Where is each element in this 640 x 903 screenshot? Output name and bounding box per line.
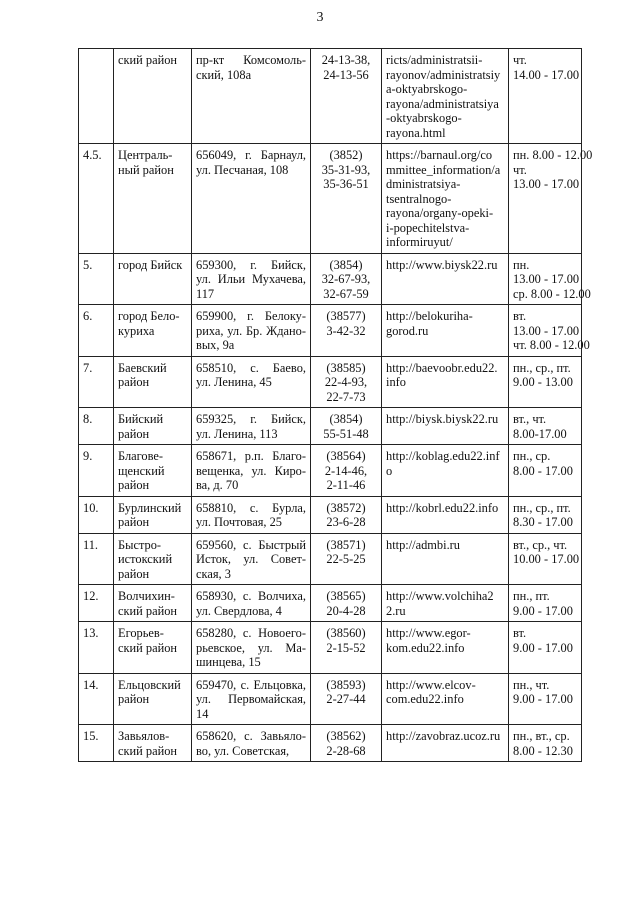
district-name-line: район bbox=[118, 375, 150, 389]
website-url[interactable] bbox=[382, 356, 509, 408]
phone-numbers bbox=[311, 356, 382, 408]
district-name-line: щенский bbox=[118, 463, 165, 478]
reception-hours-line: пн., ср., пт. bbox=[513, 500, 571, 515]
district-name-line: район bbox=[118, 692, 150, 706]
district-name-line: куриха bbox=[118, 323, 155, 338]
district-name-line: район bbox=[118, 566, 150, 581]
postal-address bbox=[192, 725, 311, 762]
phone-numbers bbox=[311, 533, 382, 585]
postal-address-line: ва, д. 70 bbox=[196, 478, 239, 492]
phone-numbers-line: (3852) bbox=[329, 148, 363, 162]
website-url-line: http://admbi.ru bbox=[386, 537, 460, 552]
reception-hours-line: пн., ср. bbox=[513, 449, 551, 463]
phone-numbers-line: 35-36-51 bbox=[323, 177, 369, 191]
postal-address-line: 656049, г. Барнаул, bbox=[196, 148, 306, 162]
postal-address-line: 658620, с. Завьяло- bbox=[196, 729, 306, 743]
reception-hours-line: чт. 8.00 - 12.00 bbox=[513, 338, 590, 352]
website-url-line: http://koblag.edu22.inf bbox=[386, 449, 500, 463]
postal-address-line: ул. Ленина, 45 bbox=[196, 375, 272, 389]
reception-hours-line: пн. bbox=[513, 257, 530, 272]
postal-address-line: риха, ул. Бр. Ждано- bbox=[196, 323, 306, 338]
reception-hours-line: пн. 8.00 - 12.00 bbox=[513, 148, 593, 162]
postal-address-line: 117 bbox=[196, 286, 215, 301]
postal-address-line: 659560, с. Быстрый bbox=[196, 537, 306, 552]
postal-address-line: 659300, г. Бийск, bbox=[196, 257, 306, 272]
postal-address-line: ул. Почтовая, 25 bbox=[196, 515, 283, 529]
reception-hours bbox=[509, 622, 582, 674]
postal-address-line: 659325, г. Бийск, bbox=[196, 412, 306, 426]
postal-address-line: 658671, р.п. Благо- bbox=[196, 449, 306, 463]
phone-numbers bbox=[311, 49, 382, 144]
table-row bbox=[79, 585, 582, 622]
district-name-line: Волчихин- bbox=[118, 589, 175, 603]
reception-hours bbox=[509, 305, 590, 357]
website-url-line: rayona/organy-opeki- bbox=[386, 206, 494, 220]
row-number: 13. bbox=[79, 622, 114, 674]
reception-hours-line: 10.00 - 17.00 bbox=[513, 552, 580, 566]
website-url-line: http://biysk.biysk22.ru bbox=[386, 412, 499, 426]
postal-address-line: пр-кт Комсомоль- bbox=[196, 53, 306, 67]
row-number: 15. bbox=[79, 725, 114, 762]
phone-numbers-line: 3-42-32 bbox=[326, 323, 366, 338]
phone-numbers bbox=[311, 622, 382, 674]
website-url-line: info bbox=[386, 375, 406, 389]
postal-address-line: ул. Первомайская, bbox=[196, 692, 306, 706]
postal-address-line: ул. Ильи Мухачева, bbox=[196, 272, 306, 286]
reception-hours-line: вт., чт. bbox=[513, 412, 547, 426]
postal-address-line: вещенка, ул. Киро- bbox=[196, 463, 306, 478]
postal-address-line: 659470, с. Ельцовка, bbox=[196, 677, 306, 692]
phone-numbers bbox=[311, 496, 382, 533]
postal-address-line: ский, 108а bbox=[196, 67, 252, 82]
row-number: 9. bbox=[79, 445, 114, 497]
district-name-line: район bbox=[118, 426, 150, 441]
reception-hours-line: 8.00-17.00 bbox=[513, 426, 567, 441]
postal-address-line: рьевское, ул. Ма- bbox=[196, 640, 306, 655]
phone-numbers-line: 2-27-44 bbox=[326, 692, 366, 706]
postal-address bbox=[192, 673, 311, 725]
row-number: 6. bbox=[79, 305, 114, 357]
phone-numbers-line: 24-13-56 bbox=[323, 67, 369, 82]
phone-numbers-line: 2-14-46, bbox=[324, 463, 368, 478]
postal-address-line: ул. Ленина, 113 bbox=[196, 426, 278, 441]
reception-hours bbox=[509, 408, 582, 445]
phone-numbers-line: 22-7-73 bbox=[326, 389, 366, 404]
reception-hours-line: чт. bbox=[513, 53, 527, 67]
phone-numbers-line: 22-5-25 bbox=[326, 552, 366, 566]
website-url-line: http://baevoobr.edu22. bbox=[386, 360, 498, 375]
website-url-line: gorod.ru bbox=[386, 323, 429, 338]
district-name bbox=[114, 622, 192, 674]
row-number: 8. bbox=[79, 408, 114, 445]
website-url-line: rayona/administratsiya bbox=[386, 96, 499, 111]
website-url-line: com.edu22.info bbox=[386, 692, 464, 706]
website-url[interactable] bbox=[382, 49, 509, 144]
postal-address bbox=[192, 445, 311, 497]
website-url-line: http://www.volchiha2 bbox=[386, 589, 494, 603]
phone-numbers bbox=[311, 673, 382, 725]
phone-numbers-line: (38585) bbox=[326, 360, 366, 375]
website-url-line: http://www.biysk22.ru bbox=[386, 257, 498, 272]
reception-hours bbox=[509, 253, 591, 305]
table-row bbox=[79, 408, 582, 445]
postal-address bbox=[192, 144, 311, 254]
website-url[interactable] bbox=[382, 622, 509, 674]
postal-address-line: во, ул. Советская, bbox=[196, 743, 290, 758]
district-name-line: район bbox=[118, 515, 150, 529]
website-url-line: kom.edu22.info bbox=[386, 640, 465, 655]
reception-hours bbox=[509, 49, 582, 144]
table-row bbox=[79, 49, 582, 144]
district-name-line: ный район bbox=[118, 162, 174, 177]
phone-numbers bbox=[311, 408, 382, 445]
website-url[interactable] bbox=[382, 533, 509, 585]
postal-address-line: шинцева, 15 bbox=[196, 655, 261, 669]
district-name-line: ский район bbox=[118, 53, 178, 67]
phone-numbers-line: 20-4-28 bbox=[326, 603, 366, 618]
website-url-line: http://zavobraz.ucoz.ru bbox=[386, 729, 501, 743]
postal-address-line: ская, 3 bbox=[196, 566, 231, 581]
website-url-line: i-popechitelstva- bbox=[386, 220, 470, 235]
district-name-line: Централь- bbox=[118, 148, 173, 162]
postal-address bbox=[192, 622, 311, 674]
website-url[interactable] bbox=[382, 673, 509, 725]
row-number: 11. bbox=[79, 533, 114, 585]
phone-numbers-line: 55-51-48 bbox=[323, 426, 369, 441]
reception-hours-line: 13.00 - 17.00 bbox=[513, 323, 580, 338]
phone-numbers-line: (38565) bbox=[326, 589, 366, 603]
district-name-line: ский район bbox=[118, 743, 178, 758]
district-name bbox=[114, 585, 192, 622]
reception-hours bbox=[509, 144, 593, 254]
website-url[interactable] bbox=[382, 253, 509, 305]
district-name-line: город Бийск bbox=[118, 257, 183, 272]
guardianship-contacts-table bbox=[78, 48, 593, 762]
reception-hours-line: вт. bbox=[513, 309, 527, 323]
website-url-line: a-oktyabrskogo- bbox=[386, 82, 468, 96]
website-url-line: dministratsiya- bbox=[386, 177, 461, 191]
phone-numbers bbox=[311, 445, 382, 497]
district-name-line: Егорьев- bbox=[118, 626, 164, 640]
row-number: 10. bbox=[79, 496, 114, 533]
phone-numbers-line: (3854) bbox=[329, 257, 363, 272]
phone-numbers-line: 23-6-28 bbox=[326, 515, 366, 529]
website-url-line: https://barnaul.org/co bbox=[386, 148, 493, 162]
row-number: 7. bbox=[79, 356, 114, 408]
website-url[interactable] bbox=[382, 408, 509, 445]
website-url[interactable] bbox=[382, 144, 509, 254]
district-name-line: район bbox=[118, 478, 150, 492]
website-url-line: ricts/administratsii- bbox=[386, 53, 483, 67]
district-name bbox=[114, 49, 192, 144]
reception-hours-line: 9.00 - 17.00 bbox=[513, 692, 573, 706]
table-row bbox=[79, 445, 582, 497]
district-name bbox=[114, 144, 192, 254]
phone-numbers-line: 35-31-93, bbox=[321, 162, 371, 177]
table-row bbox=[79, 533, 582, 585]
website-url-line: mmittee_information/a bbox=[386, 162, 501, 177]
phone-numbers-line: (38577) bbox=[326, 309, 366, 323]
district-name-line: город Бело- bbox=[118, 309, 180, 323]
reception-hours-line: 8.00 - 17.00 bbox=[513, 463, 573, 478]
row-number: 5. bbox=[79, 253, 114, 305]
website-url-line: informiruyut/ bbox=[386, 235, 453, 249]
website-url-line: http://belokuriha- bbox=[386, 309, 473, 323]
website-url[interactable] bbox=[382, 585, 509, 622]
website-url[interactable] bbox=[382, 496, 509, 533]
postal-address-line: 659900, г. Белоку- bbox=[196, 309, 306, 323]
website-url-line: -oktyabrskogo- bbox=[386, 111, 462, 125]
district-name-line: Завьялов- bbox=[118, 729, 170, 743]
reception-hours-line: чт. bbox=[513, 162, 527, 177]
postal-address-line: 14 bbox=[196, 706, 209, 721]
postal-address-line: Исток, ул. Совет- bbox=[196, 552, 306, 566]
reception-hours bbox=[509, 445, 582, 497]
reception-hours bbox=[509, 496, 582, 533]
table-row bbox=[79, 144, 582, 254]
reception-hours-line: 9.00 - 13.00 bbox=[513, 375, 573, 389]
phone-numbers-line: 32-67-59 bbox=[323, 286, 369, 301]
reception-hours-line: 8.30 - 17.00 bbox=[513, 515, 573, 529]
postal-address-line: 658280, с. Новоего- bbox=[196, 626, 306, 640]
website-url-line: rayonov/administratsiy bbox=[386, 67, 501, 82]
website-url[interactable] bbox=[382, 305, 509, 357]
district-name-line: Ельцовский bbox=[118, 677, 181, 692]
district-name bbox=[114, 533, 192, 585]
phone-numbers bbox=[311, 144, 382, 254]
table-row bbox=[79, 356, 582, 408]
reception-hours bbox=[509, 725, 582, 762]
reception-hours bbox=[509, 356, 582, 408]
row-number: 12. bbox=[79, 585, 114, 622]
website-url-line: o bbox=[386, 463, 393, 478]
postal-address bbox=[192, 496, 311, 533]
website-url-line: http://www.elcov- bbox=[386, 677, 476, 692]
postal-address bbox=[192, 585, 311, 622]
district-name-line: ский район bbox=[118, 640, 178, 655]
website-url-line: 2.ru bbox=[386, 603, 406, 618]
postal-address-line: ул. Свердлова, 4 bbox=[196, 603, 282, 618]
table-body bbox=[79, 49, 593, 762]
phone-numbers-line: 2-11-46 bbox=[326, 478, 366, 492]
postal-address bbox=[192, 305, 311, 357]
reception-hours bbox=[509, 673, 582, 725]
phone-numbers-line: (3854) bbox=[329, 412, 363, 426]
postal-address-line: ул. Песчаная, 108 bbox=[196, 162, 289, 177]
reception-hours-line: вт. bbox=[513, 626, 527, 640]
district-name-line: истокский bbox=[118, 552, 173, 566]
reception-hours-line: пн., пт. bbox=[513, 589, 550, 603]
district-name bbox=[114, 356, 192, 408]
phone-numbers-line: 24-13-38, bbox=[321, 53, 371, 67]
website-url-line: http://kobrl.edu22.info bbox=[386, 500, 499, 515]
district-name bbox=[114, 725, 192, 762]
district-name-line: Бурлинский bbox=[118, 500, 182, 515]
website-url-line: rayona.html bbox=[386, 125, 446, 140]
phone-numbers-line: 2-15-52 bbox=[326, 640, 366, 655]
postal-address bbox=[192, 253, 311, 305]
website-url[interactable] bbox=[382, 445, 509, 497]
reception-hours-line: 14.00 - 17.00 bbox=[513, 67, 580, 82]
page-number: 3 bbox=[316, 10, 324, 25]
phone-numbers bbox=[311, 305, 382, 357]
reception-hours bbox=[509, 585, 582, 622]
phone-numbers-line: (38560) bbox=[326, 626, 366, 640]
reception-hours-line: 8.00 - 12.30 bbox=[513, 743, 573, 758]
website-url-line: tsentralnogo- bbox=[386, 191, 452, 206]
table-row bbox=[79, 496, 582, 533]
phone-numbers bbox=[311, 253, 382, 305]
table-row bbox=[79, 305, 582, 357]
district-name bbox=[114, 408, 192, 445]
table-row bbox=[79, 622, 582, 674]
postal-address bbox=[192, 49, 311, 144]
district-name-line: Баевский bbox=[118, 360, 167, 375]
reception-hours-line: вт., ср., чт. bbox=[513, 537, 568, 552]
reception-hours-line: пн., вт., ср. bbox=[513, 729, 570, 743]
table-row bbox=[79, 673, 582, 725]
postal-address-line: вых, 9а bbox=[196, 338, 235, 352]
district-name bbox=[114, 445, 192, 497]
reception-hours-line: пн., ср., пт. bbox=[513, 360, 571, 375]
district-name-line: Быстро- bbox=[118, 537, 162, 552]
district-name bbox=[114, 305, 192, 357]
postal-address bbox=[192, 408, 311, 445]
reception-hours-line: 9.00 - 17.00 bbox=[513, 640, 573, 655]
row-number: 4.5. bbox=[79, 144, 114, 254]
postal-address-line: 658510, с. Баево, bbox=[196, 360, 306, 375]
reception-hours bbox=[509, 533, 582, 585]
phone-numbers bbox=[311, 725, 382, 762]
postal-address-line: 658930, с. Волчиха, bbox=[196, 589, 306, 603]
website-url-line: http://www.egor- bbox=[386, 626, 471, 640]
row-number bbox=[79, 49, 114, 144]
district-name bbox=[114, 253, 192, 305]
district-name-line: Бийский bbox=[118, 412, 164, 426]
district-name bbox=[114, 673, 192, 725]
phone-numbers-line: (38572) bbox=[326, 500, 366, 515]
phone-numbers bbox=[311, 585, 382, 622]
reception-hours-line: пн., чт. bbox=[513, 677, 550, 692]
phone-numbers-line: (38562) bbox=[326, 729, 366, 743]
phone-numbers-line: (38593) bbox=[326, 677, 366, 692]
district-name-line: Благове- bbox=[118, 449, 164, 463]
district-name bbox=[114, 496, 192, 533]
website-url[interactable] bbox=[382, 725, 509, 762]
phone-numbers-line: 2-28-68 bbox=[326, 743, 366, 758]
phone-numbers-line: (38564) bbox=[326, 449, 366, 463]
table-row bbox=[79, 725, 582, 762]
postal-address bbox=[192, 356, 311, 408]
phone-numbers-line: 32-67-93, bbox=[321, 272, 371, 286]
phone-numbers-line: 22-4-93, bbox=[324, 375, 368, 389]
postal-address-line: 658810, с. Бурла, bbox=[196, 500, 306, 515]
district-name-line: ский район bbox=[118, 603, 178, 618]
row-number: 14. bbox=[79, 673, 114, 725]
phone-numbers-line: (38571) bbox=[326, 537, 366, 552]
reception-hours-line: 13.00 - 17.00 bbox=[513, 272, 580, 286]
table-row bbox=[79, 253, 582, 305]
reception-hours-line: 9.00 - 17.00 bbox=[513, 603, 573, 618]
reception-hours-line: 13.00 - 17.00 bbox=[513, 177, 580, 191]
reception-hours-line: ср. 8.00 - 12.00 bbox=[513, 286, 591, 301]
postal-address bbox=[192, 533, 311, 585]
